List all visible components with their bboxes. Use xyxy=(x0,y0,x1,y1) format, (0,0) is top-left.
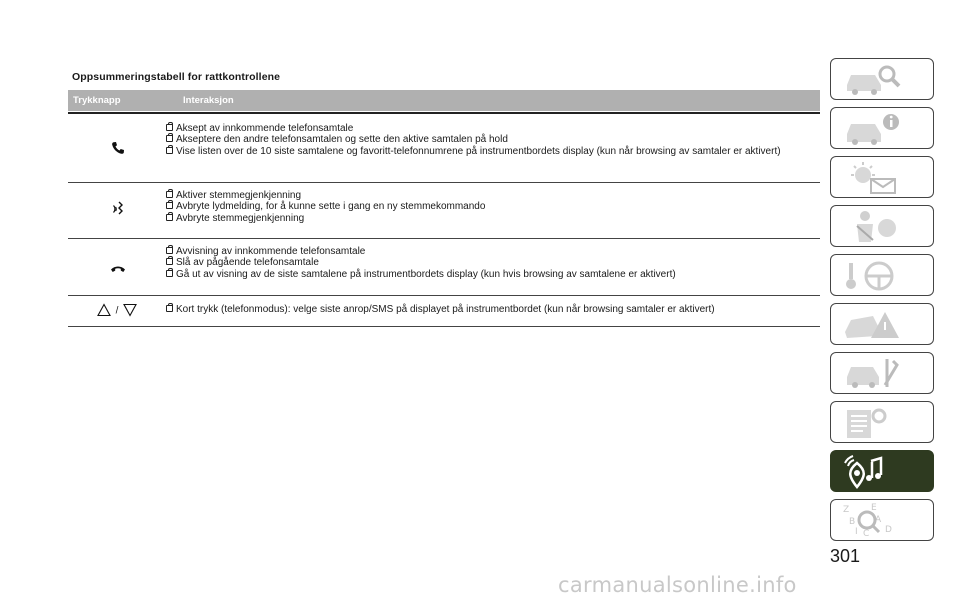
seat-airbag-icon xyxy=(841,208,905,244)
alphabetical-index-icon xyxy=(841,502,905,538)
list-item: Aktiver stemmegjenkjenning xyxy=(166,190,820,202)
row-text xyxy=(166,123,820,158)
car-search-icon xyxy=(841,61,905,97)
list-item: Vise listen over de 10 siste samtalene og favoritt-telefonnumrene på instrumentbordets display (kun når browsing av samtaler er aktivert) xyxy=(166,146,786,158)
document-gear-icon xyxy=(841,404,905,440)
svg-text:A: A xyxy=(875,515,882,525)
watermark: carmanualsonline.info xyxy=(558,573,797,597)
separator: / xyxy=(115,304,119,316)
bullet-icon xyxy=(166,247,173,254)
row-text xyxy=(166,190,820,225)
car-info-icon xyxy=(841,110,905,146)
bullet-icon xyxy=(166,258,173,265)
list-item: Gå ut av visning av de siste samtalene på instrumentbordets display (kun hvis browsing av samtalene er aktivert) xyxy=(166,269,820,281)
tab-seat-airbag[interactable] xyxy=(830,205,934,247)
table-row xyxy=(68,183,820,239)
bullet-icon xyxy=(166,135,173,142)
car-tools-icon xyxy=(841,355,905,391)
list-item: Aksept av innkommende telefonsamtale xyxy=(166,123,820,135)
table-row xyxy=(68,114,820,183)
list-item: Kort trykk (telefonmodus): velge siste anrop/SMS på displayet på instrumentbordet (kun når browsing samtaler er aktivert) xyxy=(166,304,820,316)
bullet-icon xyxy=(166,147,173,154)
tab-car-search[interactable] xyxy=(830,58,934,100)
bullet-icon xyxy=(166,270,173,277)
list-item: Avvisning av innkommende telefonsamtale xyxy=(166,246,820,258)
svg-text:C: C xyxy=(863,529,870,538)
up-down-triangle-icons xyxy=(82,302,152,320)
table-title: Oppsummeringstabell for rattkontrollene xyxy=(72,71,281,83)
tab-document-gear[interactable] xyxy=(830,401,934,443)
warning-lights-message-icon xyxy=(841,159,905,195)
bullet-icon xyxy=(166,191,173,198)
steering-wheel-key-icon xyxy=(841,257,905,293)
svg-text:B: B xyxy=(849,517,856,527)
table-header xyxy=(68,90,820,111)
down-triangle-icon xyxy=(123,303,137,317)
multimedia-navigation-icon xyxy=(841,453,905,489)
tab-car-tools[interactable] xyxy=(830,352,934,394)
tab-warning-lights[interactable] xyxy=(830,156,934,198)
hang-up-icon xyxy=(68,261,168,279)
svg-text:E: E xyxy=(871,503,877,513)
list-item: Avbryte stemmegjenkjenning xyxy=(166,213,820,225)
list-item: Avbryte lydmelding, for å kunne sette i gang en ny stemmekommando xyxy=(166,201,820,213)
table-row xyxy=(68,296,820,327)
bullet-icon xyxy=(166,214,173,221)
list-item: Slå av pågående telefonsamtale xyxy=(166,257,820,269)
tab-multimedia[interactable] xyxy=(830,450,934,492)
up-triangle-icon xyxy=(97,303,111,317)
table-row xyxy=(68,239,820,296)
voice-recognition-icon xyxy=(68,200,168,223)
list-item: Akseptere den andre telefonsamtalen og sette den aktive samtalen på hold xyxy=(166,134,820,146)
bullet-icon xyxy=(166,305,173,312)
bullet-icon xyxy=(166,202,173,209)
phone-icon xyxy=(68,141,168,160)
svg-text:I: I xyxy=(855,527,858,537)
svg-text:D: D xyxy=(885,525,892,535)
svg-text:Z: Z xyxy=(843,505,850,515)
car-accident-warning-icon xyxy=(841,306,905,342)
bullet-icon xyxy=(166,124,173,131)
tab-car-accident[interactable] xyxy=(830,303,934,345)
tab-car-info[interactable] xyxy=(830,107,934,149)
header-interaction: Interaksjon xyxy=(183,95,234,106)
header-button: Trykknapp xyxy=(73,95,121,106)
steering-controls-table xyxy=(68,90,820,327)
tab-steering-wheel[interactable] xyxy=(830,254,934,296)
row-text xyxy=(166,246,820,281)
page-number: 301 xyxy=(830,546,861,566)
tab-alphabetical-index[interactable] xyxy=(830,499,934,541)
row-text xyxy=(166,304,820,316)
